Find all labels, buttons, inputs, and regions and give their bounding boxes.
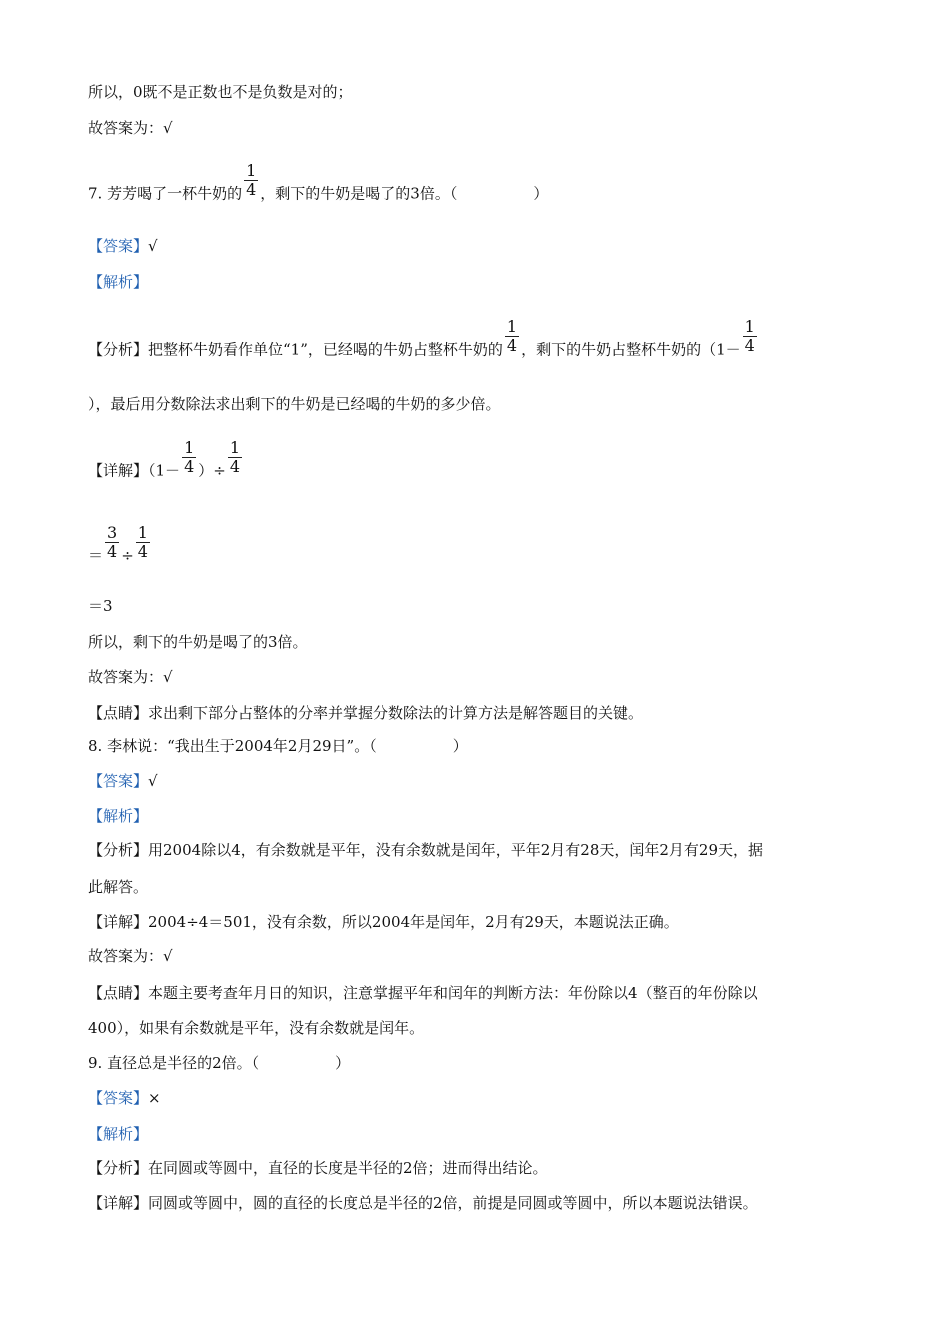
answer-tag: 【答案】 xyxy=(88,237,149,255)
fraction: $\frac{1}{4}$ xyxy=(229,438,241,476)
detail-line: 【详解】（1－ $\frac{1}{4}$ ）÷ $\frac{1}{4}$ xyxy=(88,438,241,480)
fraction: $\frac{1}{4}$ xyxy=(137,523,148,561)
answer-tag: 【答案】 xyxy=(88,1089,149,1107)
answer-tag: 【答案】 xyxy=(88,772,149,790)
text-line: 故答案为：√ xyxy=(88,119,173,137)
fraction: $\frac{1}{4}$ xyxy=(744,317,755,355)
analysis-tag: 【解析】 xyxy=(88,1125,149,1143)
question-8: 8. 李林说：“我出生于2004年2月29日”。（ ） xyxy=(88,737,468,755)
fraction: $\frac{1}{4}$ xyxy=(184,438,195,476)
question-7: 7. 芳芳喝了一杯牛奶的 $\frac{1}{4}$ ，剩下的牛奶是喝了的3倍。（ ） xyxy=(88,161,549,203)
text-line: 此解答。 xyxy=(88,878,149,896)
answer-line: 【答案】√ xyxy=(88,237,158,255)
detail-line: 【详解】同圆或等圆中，圆的直径的长度总是半径的2倍，前提是同圆或等圆中，所以本题说法错误。 xyxy=(88,1194,758,1212)
text-line: 400），如果有余数就是平年，没有余数就是闰年。 xyxy=(88,1019,425,1037)
equation-line: ＝3 xyxy=(88,597,113,615)
analysis-line: 【分析】在同圆或等圆中，直径的长度是半径的2倍；进而得出结论。 xyxy=(88,1159,548,1177)
analysis-tag: 【解析】 xyxy=(88,807,149,825)
equation-line: ＝ $\frac{3}{4}$ ÷ $\frac{1}{4}$ xyxy=(88,523,148,565)
question-9: 9. 直径总是半径的2倍。（ ） xyxy=(88,1054,351,1072)
text-line: ），最后用分数除法求出剩下的牛奶是已经喝的牛奶的多少倍。 xyxy=(88,395,501,413)
text-line: 故答案为：√ xyxy=(88,668,173,686)
detail-line: 【详解】2004÷4＝501，没有余数，所以2004年是闰年，2月有29天，本题说法正确。 xyxy=(88,913,679,931)
text-line: 所以，0既不是正数也不是负数是对的； xyxy=(88,83,353,101)
tip-line: 【点睛】本题主要考查年月日的知识，注意掌握平年和闰年的判断方法：年份除以4（整百的年份除以 xyxy=(88,984,758,1002)
text-line: 故答案为：√ xyxy=(88,947,173,965)
fraction: $\frac{1}{4}$ xyxy=(246,161,257,199)
analysis-tag: 【解析】 xyxy=(88,273,149,291)
answer-line: 【答案】√ xyxy=(88,772,158,790)
fraction: $\frac{3}{4}$ xyxy=(107,523,118,561)
tip-line: 【点睛】求出剩下部分占整体的分率并掌握分数除法的计算方法是解答题目的关键。 xyxy=(88,704,644,722)
analysis-line: 【分析】把整杯牛奶看作单位“1”，已经喝的牛奶占整杯牛奶的 $\frac{1}{4}$ ，剩下的牛奶占整杯牛奶的（1－ $\frac{1}{4}$ xyxy=(88,317,755,359)
answer-line: 【答案】× xyxy=(88,1089,161,1107)
analysis-line: 【分析】用2004除以4，有余数就是平年，没有余数就是闰年，平年2月有28天，闰年2月有29天，据 xyxy=(88,841,763,859)
fraction: $\frac{1}{4}$ xyxy=(506,317,518,355)
text-line: 所以，剩下的牛奶是喝了的3倍。 xyxy=(88,633,308,651)
